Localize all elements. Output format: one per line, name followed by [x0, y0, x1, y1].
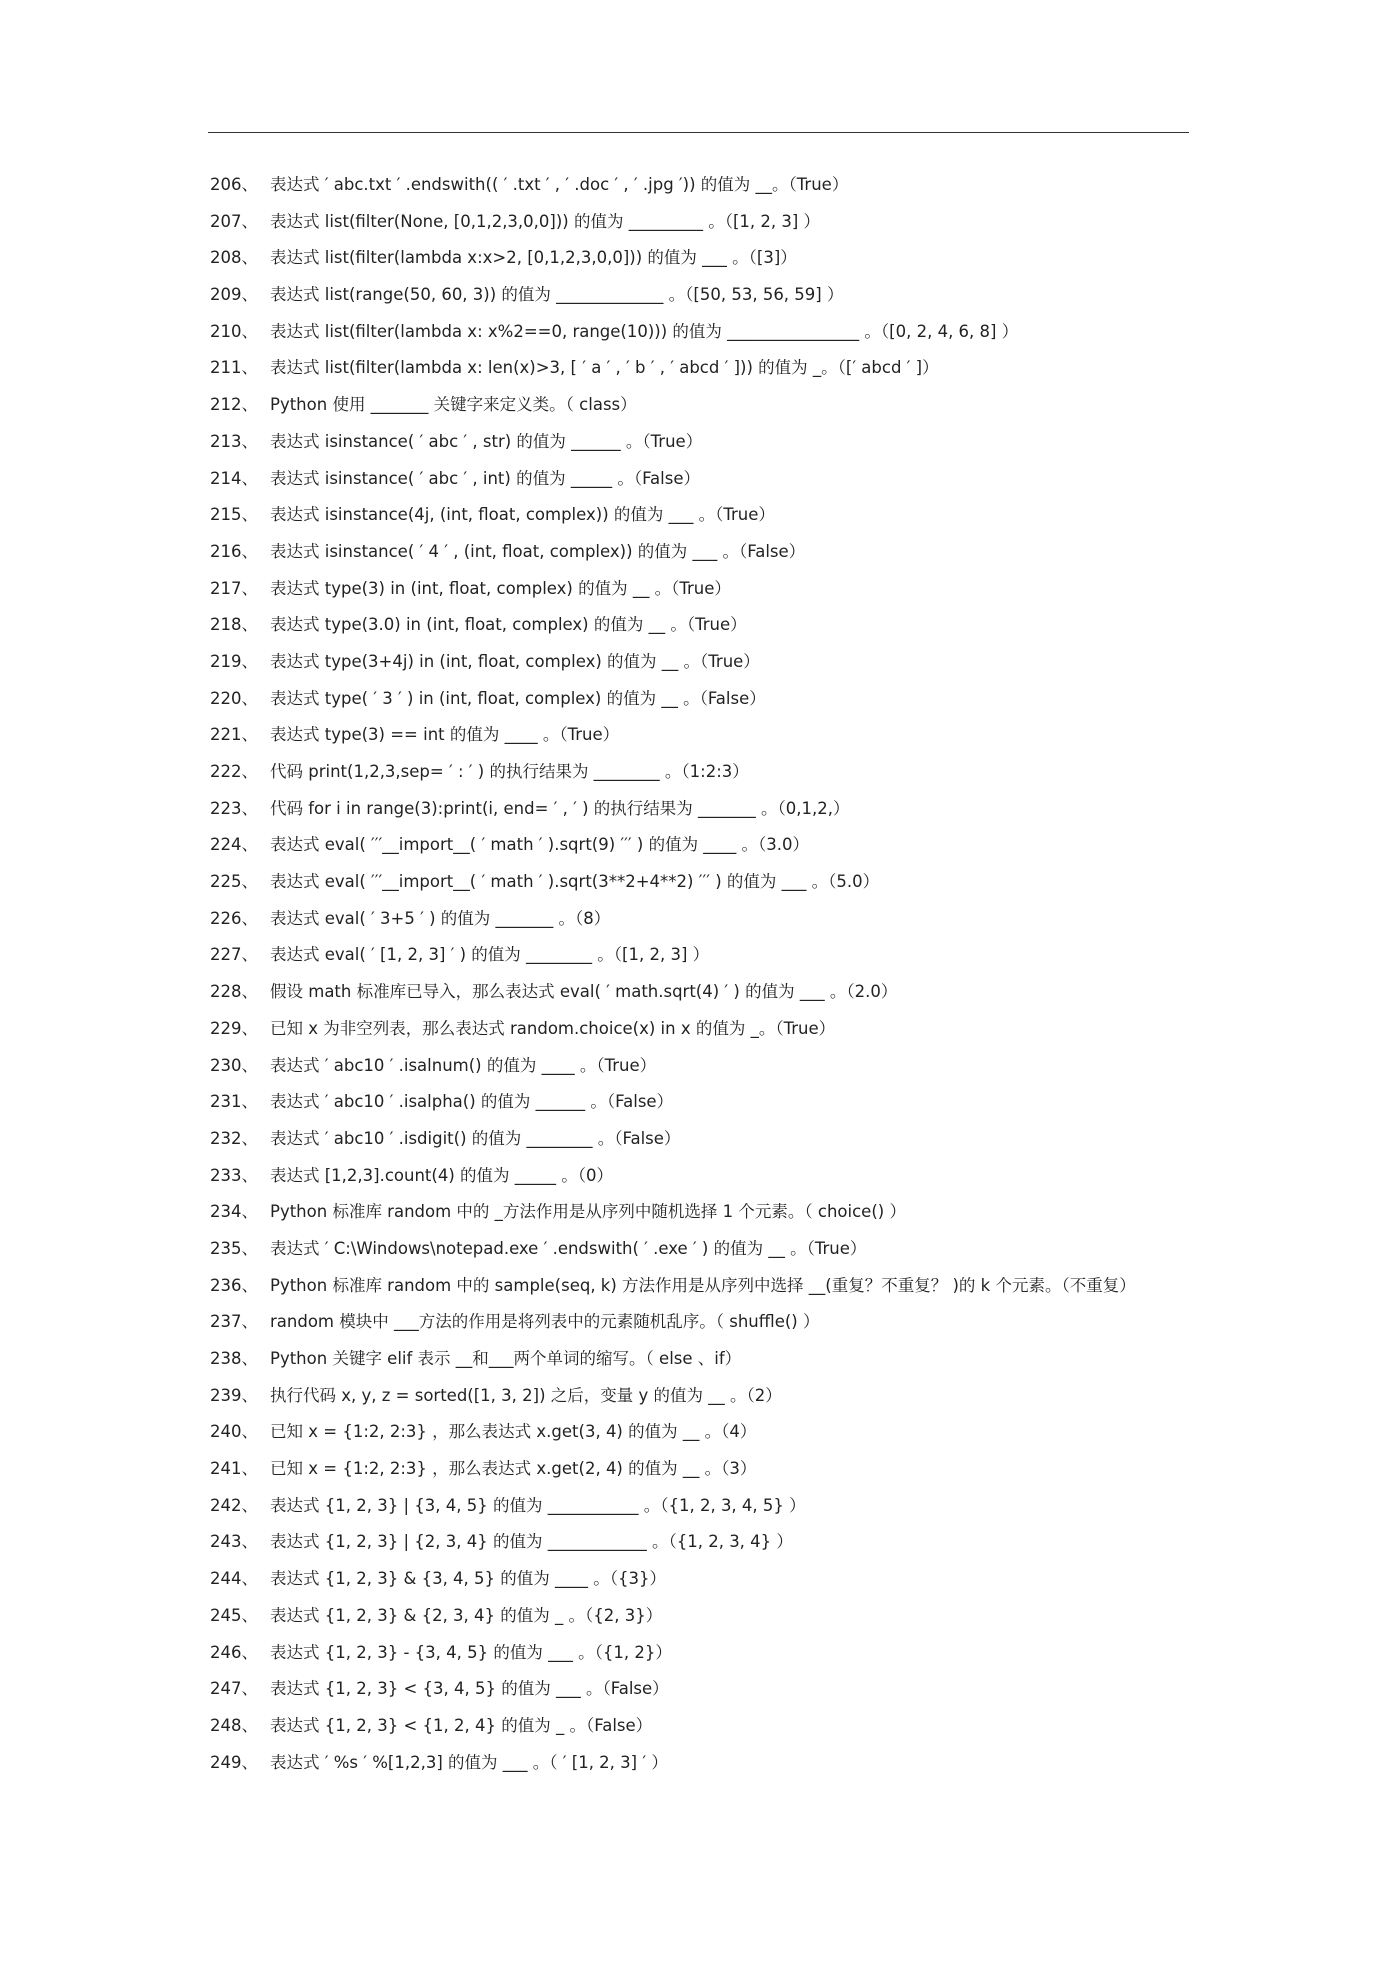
- question-item: [210, 314, 1210, 351]
- question-text: 表达式 eval( ′′′__import__( ′ math ′ ).sqrt(9) ′′′ ) 的值为 ____ 。（3.0）: [270, 835, 810, 855]
- question-number: 234、: [210, 1202, 258, 1222]
- question-text: 表达式 ′ abc10 ′ .isdigit() 的值为 ________ 。（False）: [270, 1128, 681, 1148]
- question-number: 243、: [210, 1532, 258, 1552]
- question-number: 231、: [210, 1092, 258, 1112]
- question-text: Python 标准库 random 中的 _方法作用是从序列中随机选择 1 个元素。（ choice() ）: [270, 1202, 906, 1222]
- question-number: 216、: [210, 541, 258, 561]
- question-number: 223、: [210, 798, 258, 818]
- question-text: Python 关键字 elif 表示 __和___两个单词的缩写。（ else 、if）: [270, 1349, 742, 1368]
- question-list: [210, 167, 1210, 1781]
- question-text: 表达式 type(3+4j) in (int, float, complex) 的值为 __ 。（True）: [270, 651, 760, 671]
- question-item: [210, 1451, 1210, 1488]
- question-number: 238、: [210, 1349, 258, 1368]
- question-number: 222、: [210, 762, 258, 781]
- question-number: 240、: [210, 1422, 258, 1442]
- question-number: 217、: [210, 578, 258, 598]
- question-number: 212、: [210, 395, 258, 415]
- question-item: [210, 1194, 1210, 1231]
- question-text: 表达式 list(filter(lambda x: x%2==0, range(10))) 的值为 ________________ 。（[0, 2, 4, 6, 8] ）: [270, 321, 1019, 341]
- question-number: 218、: [210, 615, 258, 635]
- question-number: 245、: [210, 1605, 258, 1625]
- question-item: [210, 350, 1210, 387]
- question-text: 表达式 ′ C:\Windows\notepad.exe ′ .endswith( ′ .exe ′ ) 的值为 __ 。（True）: [270, 1238, 867, 1258]
- question-text: Python 使用 _______ 关键字来定义类。（ class）: [270, 395, 637, 415]
- question-item: [210, 1011, 1210, 1048]
- question-item: [210, 717, 1210, 754]
- question-item: [210, 1671, 1210, 1708]
- question-number: 232、: [210, 1128, 258, 1148]
- question-item: [210, 791, 1210, 828]
- question-item: [210, 571, 1210, 608]
- question-item: [210, 974, 1210, 1011]
- question-item: [210, 1084, 1210, 1121]
- question-item: [210, 424, 1210, 461]
- question-number: 210、: [210, 321, 258, 341]
- question-number: 239、: [210, 1385, 258, 1405]
- question-item: [210, 644, 1210, 681]
- question-number: 211、: [210, 358, 258, 378]
- question-item: [210, 1635, 1210, 1672]
- question-item: [210, 1158, 1210, 1195]
- question-item: [210, 240, 1210, 277]
- question-number: 221、: [210, 725, 258, 745]
- question-text: 代码 for i in range(3):print(i, end= ′ , ′ ) 的执行结果为 _______ 。（0,1,2,）: [270, 798, 850, 818]
- question-text: 表达式 ′ abc.txt ′ .endswith(( ′ .txt ′ , ′ .doc ′ , ′ .jpg ′)) 的值为 __。（True）: [270, 175, 849, 194]
- question-item: [210, 1598, 1210, 1635]
- question-number: 214、: [210, 468, 258, 488]
- question-item: [210, 1414, 1210, 1451]
- question-number: 230、: [210, 1055, 258, 1075]
- question-item: [210, 901, 1210, 938]
- question-item: [210, 1121, 1210, 1158]
- question-item: [210, 1745, 1210, 1782]
- question-text: 已知 x 为非空列表，那么表达式 random.choice(x) in x 的值为 _。（True）: [270, 1018, 836, 1038]
- question-number: 226、: [210, 908, 258, 928]
- question-item: [210, 167, 1210, 204]
- question-text: 表达式 isinstance( ′ abc ′ , int) 的值为 _____ 。（False）: [270, 468, 700, 488]
- question-text: 表达式 list(filter(lambda x:x>2, [0,1,2,3,0,0])) 的值为 ___ 。（[3]）: [270, 248, 797, 268]
- question-number: 241、: [210, 1459, 258, 1479]
- question-item: [210, 277, 1210, 314]
- question-item: [210, 497, 1210, 534]
- question-text: 表达式 isinstance( ′ 4 ′ , (int, float, complex)) 的值为 ___ 。（False）: [270, 541, 806, 561]
- question-text: 假设 math 标准库已导入，那么表达式 eval( ′ math.sqrt(4) ′ ) 的值为 ___ 。（2.0）: [270, 982, 898, 1002]
- question-text: 表达式 list(filter(lambda x: len(x)>3, [ ′ a ′ , ′ b ′ , ′ abcd ′ ])) 的值为 _。（[′ abcd ′ ]）: [270, 358, 939, 378]
- question-text: 表达式 type(3.0) in (int, float, complex) 的值为 __ 。（True）: [270, 615, 747, 635]
- question-number: 247、: [210, 1679, 258, 1699]
- question-text: 表达式 {1, 2, 3} < {1, 2, 4} 的值为 _ 。（False）: [270, 1715, 653, 1735]
- question-text: 表达式 {1, 2, 3} & {3, 4, 5} 的值为 ____ 。（{3}）: [270, 1569, 667, 1589]
- question-number: 248、: [210, 1715, 258, 1735]
- question-item: [210, 461, 1210, 498]
- question-number: 225、: [210, 872, 258, 892]
- question-text: 表达式 {1, 2, 3} | {2, 3, 4} 的值为 ____________ 。（{1, 2, 3, 4} ）: [270, 1532, 793, 1552]
- question-text: 执行代码 x, y, z = sorted([1, 3, 2]) 之后，变量 y 的值为 __ 。（2）: [270, 1385, 782, 1405]
- question-item: [210, 1524, 1210, 1561]
- question-item: [210, 204, 1210, 241]
- header-rule: [208, 132, 1189, 133]
- question-text: 表达式 {1, 2, 3} < {3, 4, 5} 的值为 ___ 。（False）: [270, 1679, 669, 1699]
- question-number: 209、: [210, 285, 258, 305]
- question-text: 表达式 eval( ′ [1, 2, 3] ′ ) 的值为 ________ 。（[1, 2, 3] ）: [270, 945, 710, 965]
- question-item: [210, 1561, 1210, 1598]
- question-item: [210, 607, 1210, 644]
- question-item: [210, 827, 1210, 864]
- question-item: [210, 1488, 1210, 1525]
- question-number: 208、: [210, 248, 258, 268]
- question-item: [210, 1268, 1210, 1305]
- question-item: [210, 534, 1210, 571]
- question-number: 228、: [210, 982, 258, 1002]
- question-text: 已知 x = {1:2, 2:3} ，那么表达式 x.get(2, 4) 的值为 __ 。（3）: [270, 1459, 757, 1479]
- question-text: 表达式 type(3) in (int, float, complex) 的值为 __ 。（True）: [270, 578, 731, 598]
- question-number: 233、: [210, 1165, 258, 1185]
- question-text: 表达式 eval( ′ 3+5 ′ ) 的值为 _______ 。（8）: [270, 908, 611, 928]
- question-item: [210, 1708, 1210, 1745]
- question-text: 已知 x = {1:2, 2:3} ，那么表达式 x.get(3, 4) 的值为 __ 。（4）: [270, 1422, 757, 1442]
- question-item: [210, 387, 1210, 424]
- question-item: [210, 681, 1210, 718]
- question-number: 227、: [210, 945, 258, 965]
- question-number: 207、: [210, 211, 258, 231]
- question-item: [210, 864, 1210, 901]
- question-number: 229、: [210, 1018, 258, 1038]
- question-text: 表达式 isinstance(4j, (int, float, complex)) 的值为 ___ 。（True）: [270, 505, 775, 525]
- question-number: 215、: [210, 505, 258, 525]
- question-text: 表达式 list(range(50, 60, 3)) 的值为 _____________ 。（[50, 53, 56, 59] ）: [270, 285, 844, 305]
- question-item: [210, 1304, 1210, 1341]
- question-number: 235、: [210, 1238, 258, 1258]
- question-number: 246、: [210, 1642, 258, 1662]
- question-item: [210, 1231, 1210, 1268]
- question-item: [210, 754, 1210, 791]
- question-number: 213、: [210, 431, 258, 451]
- question-item: [210, 937, 1210, 974]
- question-number: 219、: [210, 651, 258, 671]
- question-text: 表达式 ′ %s ′ %[1,2,3] 的值为 ___ 。（ ′ [1, 2, 3] ′ ）: [270, 1752, 668, 1772]
- question-number: 237、: [210, 1312, 258, 1332]
- question-number: 206、: [210, 175, 258, 194]
- question-text: random 模块中 ___方法的作用是将列表中的元素随机乱序。（ shuffle() ）: [270, 1312, 820, 1332]
- question-item: [210, 1378, 1210, 1415]
- question-text: 表达式 type( ′ 3 ′ ) in (int, float, complex) 的值为 __ 。（False）: [270, 688, 766, 708]
- question-text: 表达式 {1, 2, 3} & {2, 3, 4} 的值为 _ 。（{2, 3}）: [270, 1605, 663, 1625]
- question-text: 表达式 {1, 2, 3} - {3, 4, 5} 的值为 ___ 。（{1, 2}）: [270, 1642, 672, 1662]
- question-text: 表达式 [1,2,3].count(4) 的值为 _____ 。（0）: [270, 1165, 614, 1185]
- question-text: 表达式 isinstance( ′ abc ′ , str) 的值为 ______ 。（True）: [270, 431, 703, 451]
- question-item: [210, 1341, 1210, 1378]
- question-text: Python 标准库 random 中的 sample(seq, k) 方法作用是从序列中选择 __(重复？不重复？ )的 k 个元素。（不重复）: [270, 1275, 1136, 1295]
- question-item: [210, 1048, 1210, 1085]
- question-text: 表达式 {1, 2, 3} | {3, 4, 5} 的值为 ___________ 。（{1, 2, 3, 4, 5} ）: [270, 1495, 806, 1515]
- question-text: 代码 print(1,2,3,sep= ′ : ′ ) 的执行结果为 ________ 。（1:2:3）: [270, 762, 749, 781]
- question-number: 244、: [210, 1569, 258, 1589]
- question-number: 236、: [210, 1275, 258, 1295]
- question-text: 表达式 list(filter(None, [0,1,2,3,0,0])) 的值为 _________ 。（[1, 2, 3] ）: [270, 211, 821, 231]
- question-number: 242、: [210, 1495, 258, 1515]
- question-number: 224、: [210, 835, 258, 855]
- question-text: 表达式 ′ abc10 ′ .isalnum() 的值为 ____ 。（True）: [270, 1055, 657, 1075]
- question-text: 表达式 ′ abc10 ′ .isalpha() 的值为 ______ 。（False）: [270, 1092, 674, 1112]
- question-number: 220、: [210, 688, 258, 708]
- question-text: 表达式 type(3) == int 的值为 ____ 。（True）: [270, 725, 620, 745]
- question-text: 表达式 eval( ′′′__import__( ′ math ′ ).sqrt(3**2+4**2) ′′′ ) 的值为 ___ 。（5.0）: [270, 872, 880, 892]
- question-number: 249、: [210, 1752, 258, 1772]
